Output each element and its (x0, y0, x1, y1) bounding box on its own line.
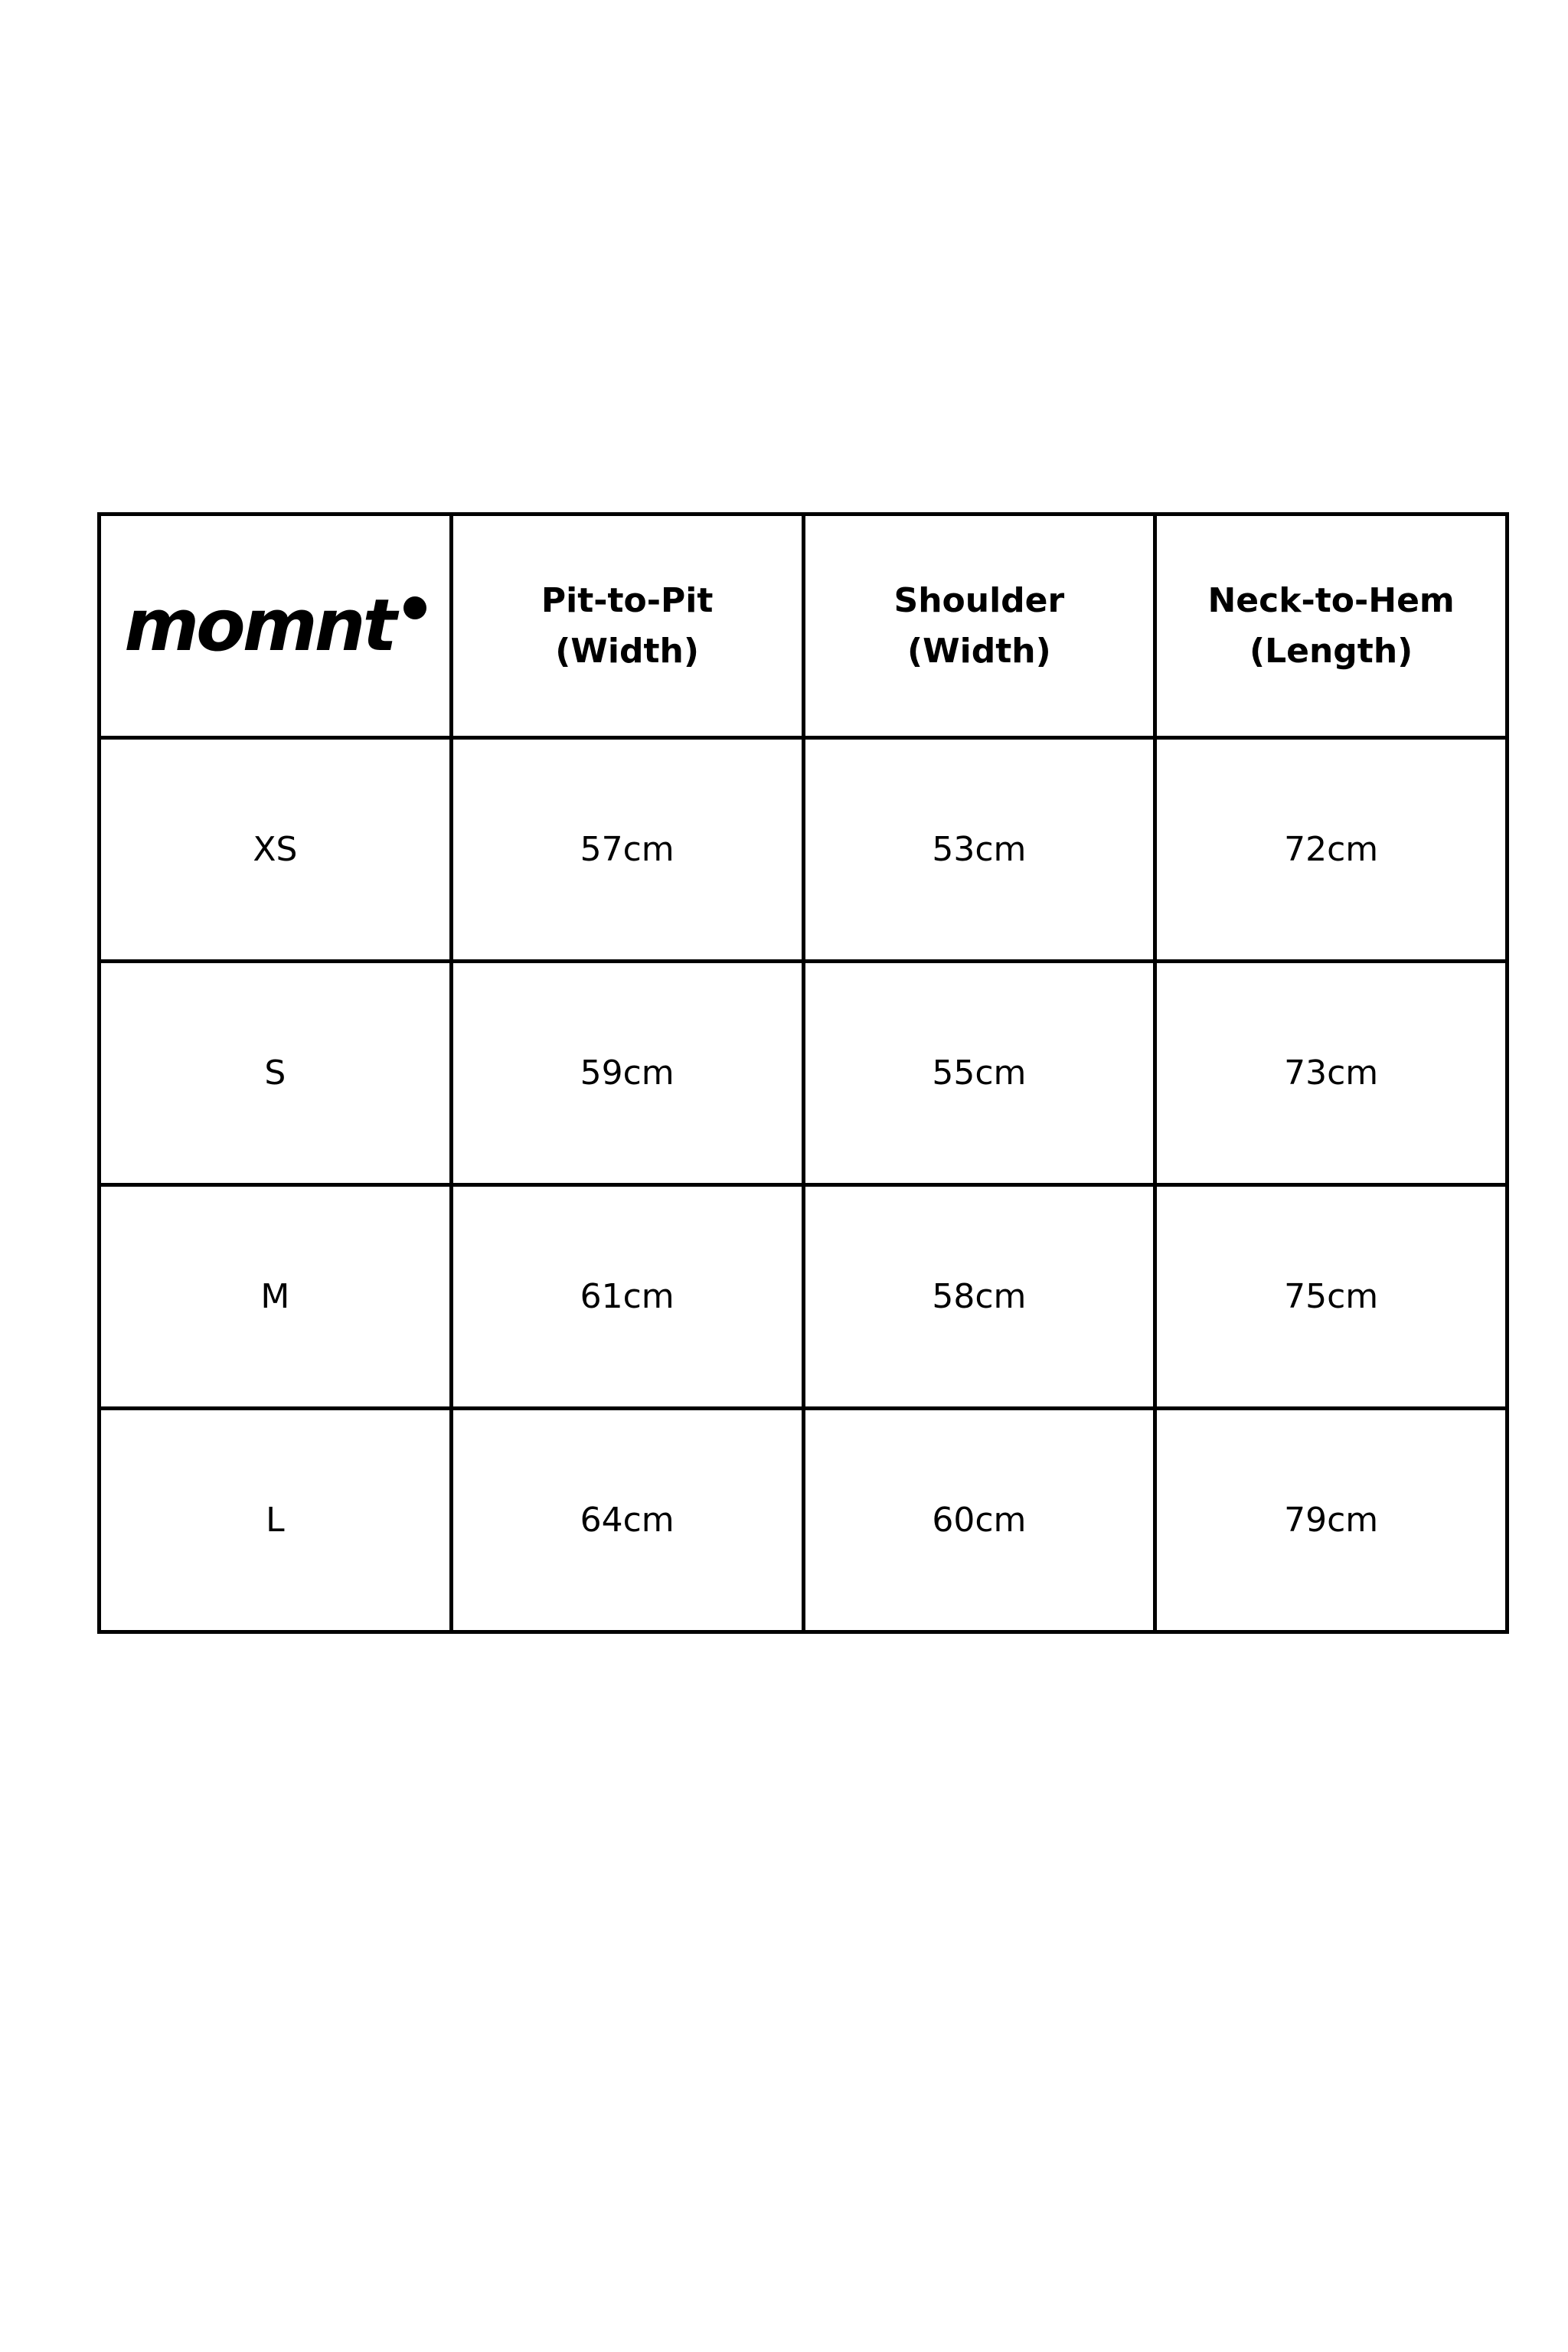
size-label: S (264, 1053, 286, 1093)
pit-to-pit-value: 61cm (580, 1276, 675, 1316)
table-row (100, 1409, 1508, 1632)
shoulder-value: 53cm (932, 829, 1027, 869)
pit-to-pit-cell (451, 738, 803, 962)
neck-to-hem-cell (1155, 1409, 1508, 1632)
size-label: XS (253, 829, 298, 869)
logo-dot-icon (403, 596, 426, 619)
column-header-pit-to-pit (451, 514, 803, 738)
column-header-neck-to-hem (1155, 514, 1508, 738)
size-label: M (260, 1276, 290, 1316)
pit-to-pit-value: 64cm (580, 1500, 675, 1540)
column-header-label: Shoulder (Width) (893, 580, 1065, 671)
neck-to-hem-value: 73cm (1284, 1053, 1379, 1093)
shoulder-value: 58cm (932, 1276, 1027, 1316)
shoulder-value: 55cm (932, 1053, 1027, 1093)
shoulder-cell (803, 1185, 1155, 1409)
neck-to-hem-value: 72cm (1284, 829, 1379, 869)
size-cell (100, 1185, 452, 1409)
neck-to-hem-cell (1155, 738, 1508, 962)
shoulder-value: 60cm (932, 1500, 1027, 1540)
pit-to-pit-value: 57cm (580, 829, 675, 869)
table-row (100, 962, 1508, 1185)
size-chart-table (97, 512, 1509, 1634)
neck-to-hem-cell (1155, 1185, 1508, 1409)
shoulder-cell (803, 962, 1155, 1185)
size-cell (100, 962, 452, 1185)
pit-to-pit-cell (451, 1185, 803, 1409)
logo-text: momnt (124, 583, 394, 668)
table-header-row (100, 514, 1508, 738)
pit-to-pit-cell (451, 962, 803, 1185)
column-header-label: Pit-to-Pit (Width) (541, 580, 714, 671)
brand-logo (124, 583, 426, 668)
table-row (100, 738, 1508, 962)
pit-to-pit-cell (451, 1409, 803, 1632)
table-row (100, 1185, 1508, 1409)
size-label: L (266, 1500, 285, 1540)
neck-to-hem-cell (1155, 962, 1508, 1185)
shoulder-cell (803, 1409, 1155, 1632)
shoulder-cell (803, 738, 1155, 962)
size-cell (100, 738, 452, 962)
column-header-shoulder (803, 514, 1155, 738)
logo-cell (100, 514, 452, 738)
neck-to-hem-value: 75cm (1284, 1276, 1379, 1316)
pit-to-pit-value: 59cm (580, 1053, 675, 1093)
size-cell (100, 1409, 452, 1632)
column-header-label: Neck-to-Hem (Length) (1207, 580, 1455, 671)
neck-to-hem-value: 79cm (1284, 1500, 1379, 1540)
